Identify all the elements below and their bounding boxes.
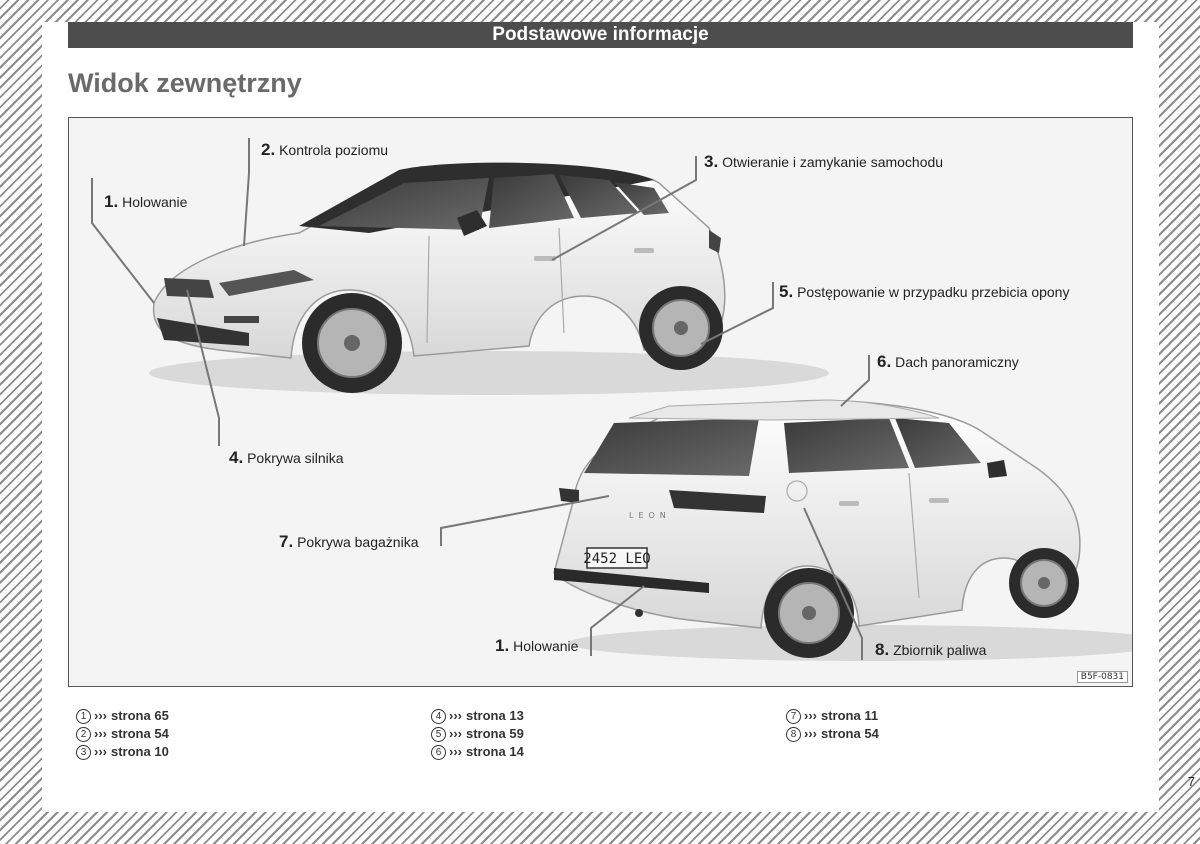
callout-2-level-check: 2. Kontrola poziomu xyxy=(261,140,389,159)
rear-badge-lettering: LEON xyxy=(629,511,671,520)
license-plate: 2452 LEO xyxy=(583,551,651,567)
section-header: Podstawowe informacje xyxy=(68,22,1133,48)
callout-7-boot-lid: 7. Pokrywa bagażnika xyxy=(279,532,419,551)
reference-item[interactable]: 6 ››› strona 14 xyxy=(431,743,524,761)
circled-number: 1 xyxy=(76,709,91,724)
manual-page xyxy=(42,22,1159,812)
callout-3-locking: 3. Otwieranie i zamykanie samochodu xyxy=(704,152,944,171)
link-arrow-icon: ››› xyxy=(804,726,817,741)
circled-number: 6 xyxy=(431,745,446,760)
page-number: 7 xyxy=(1187,774,1195,789)
figure-code: B5F-0831 xyxy=(1077,671,1128,683)
reference-column-2 xyxy=(431,707,524,761)
circled-number: 4 xyxy=(431,709,446,724)
callout-5-flat-tyre: 5. Postępowanie w przypadku przebicia opony xyxy=(779,282,1070,301)
link-arrow-icon: ››› xyxy=(94,726,107,741)
callout-8-fuel-tank: 8. Zbiornik paliwa xyxy=(875,640,987,659)
link-arrow-icon: ››› xyxy=(94,708,107,723)
circled-number: 2 xyxy=(76,727,91,742)
reference-item[interactable]: 2 ››› strona 54 xyxy=(76,725,169,743)
link-arrow-icon: ››› xyxy=(94,744,107,759)
callout-6-panoramic-roof: 6. Dach panoramiczny xyxy=(877,352,1019,371)
page-title: Widok zewnętrzny xyxy=(68,68,302,98)
reference-item[interactable]: 4 ››› strona 13 xyxy=(431,707,524,725)
reference-item[interactable]: 7 ››› strona 11 xyxy=(786,707,879,725)
reference-item[interactable]: 1 ››› strona 65 xyxy=(76,707,169,725)
rear-view-car xyxy=(554,400,1133,661)
reference-item[interactable]: 5 ››› strona 59 xyxy=(431,725,524,743)
front-view-car xyxy=(149,163,829,395)
callout-4-bonnet: 4. Pokrywa silnika xyxy=(229,448,344,467)
reference-column-3 xyxy=(786,707,879,743)
reference-column-1 xyxy=(76,707,169,761)
callout-1-towing-rear: 1. Holowanie xyxy=(495,636,579,655)
circled-number: 7 xyxy=(786,709,801,724)
link-arrow-icon: ››› xyxy=(449,744,462,759)
link-arrow-icon: ››› xyxy=(804,708,817,723)
link-arrow-icon: ››› xyxy=(449,708,462,723)
circled-number: 3 xyxy=(76,745,91,760)
circled-number: 5 xyxy=(431,727,446,742)
link-arrow-icon: ››› xyxy=(449,726,462,741)
reference-item[interactable]: 3 ››› strona 10 xyxy=(76,743,169,761)
callout-1-towing-front: 1. Holowanie xyxy=(104,192,188,211)
exterior-view-figure xyxy=(68,117,1133,687)
reference-item[interactable]: 8 ››› strona 54 xyxy=(786,725,879,743)
car-illustration xyxy=(69,118,1133,687)
circled-number: 8 xyxy=(786,727,801,742)
